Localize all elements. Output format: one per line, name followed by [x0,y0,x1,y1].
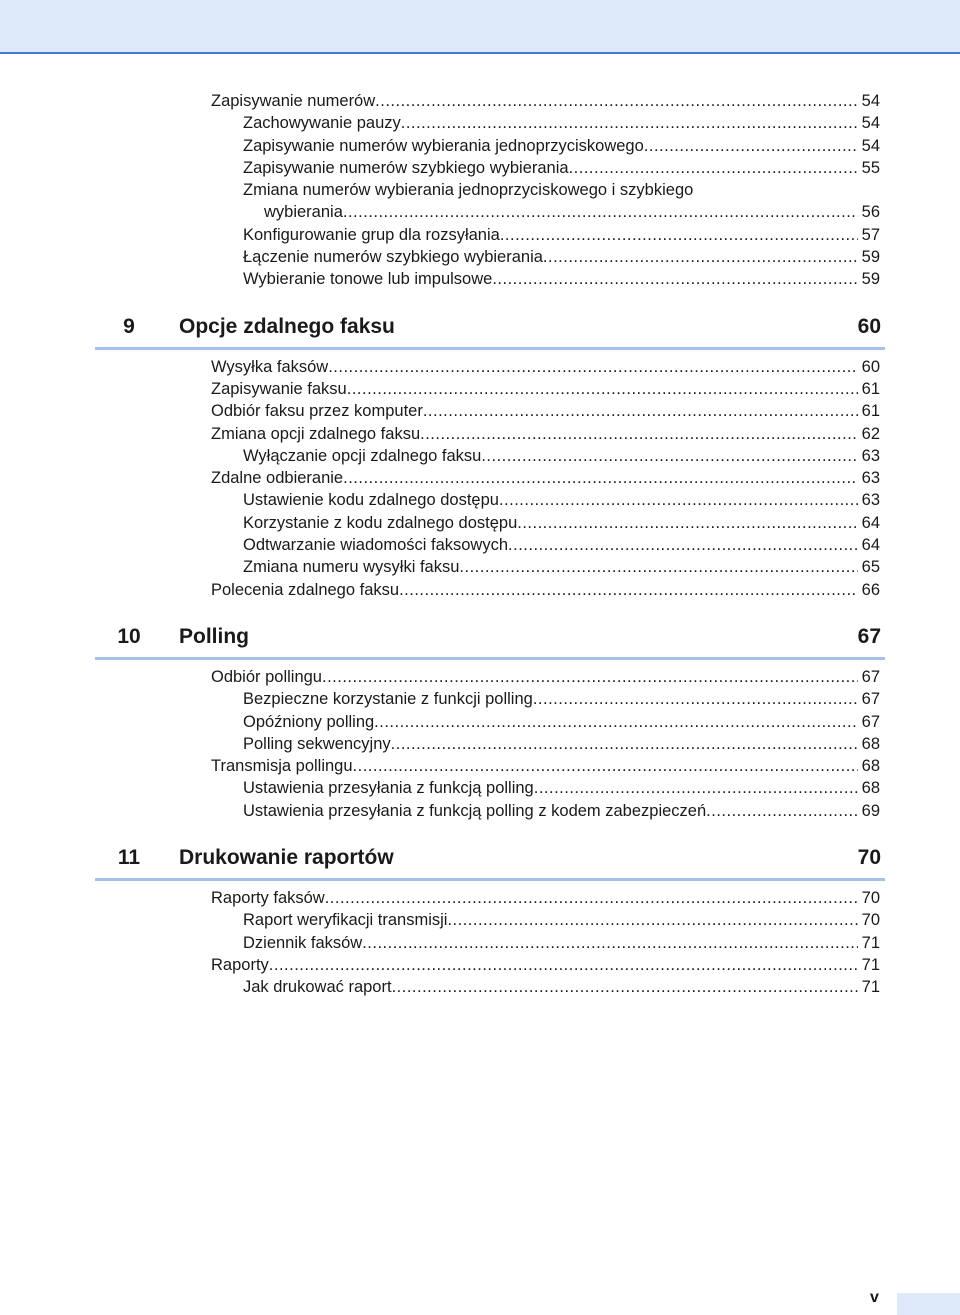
toc-entry[interactable] [0,976,960,998]
toc-entry[interactable] [0,534,960,556]
toc-entry-text [211,887,860,909]
toc-entry-text [211,954,860,976]
toc-entry-text [243,733,860,755]
toc-entry-text [243,246,860,268]
toc-entry[interactable] [0,90,960,112]
toc-entry-label: Odtwarzanie wiadomości faksowych [243,536,509,555]
toc-entry-text [243,512,860,534]
toc-entry[interactable] [0,201,960,223]
toc-entry-label: Konfigurowanie grup dla rozsyłania [243,225,500,244]
chapter-number: 9 [123,314,135,338]
toc-entry-page: 60 [858,356,880,378]
chapter-heading[interactable] [95,840,885,881]
toc-entry-page: 57 [858,224,880,246]
toc-entry[interactable] [0,887,960,909]
toc-entry-text [243,157,860,179]
toc-entry[interactable] [0,909,960,931]
toc-entry-page: 66 [858,579,880,601]
toc-section-pre [0,90,960,179]
toc-entry[interactable] [0,445,960,467]
toc-entry[interactable] [0,423,960,445]
toc-entry-label: Raporty faksów [211,889,325,908]
toc-entry-page: 69 [858,800,880,822]
toc-entry-text [243,688,860,710]
toc-entry-page: 70 [858,909,880,931]
toc-entry-text [243,976,860,998]
toc-entry[interactable] [0,733,960,755]
toc-entry-label: Odbiór faksu przez komputer [211,402,423,421]
toc-entry-label: Raporty [211,955,269,974]
toc-entry-label: Zapisywanie numerów szybkiego wybierania [243,158,569,177]
toc-entry[interactable] [0,556,960,578]
toc-entry-text [243,489,860,511]
toc-entry[interactable] [0,688,960,710]
toc-entry[interactable] [0,954,960,976]
toc-entry-text [243,909,860,931]
header-band [0,0,960,54]
toc-entry[interactable] [0,400,960,422]
chapter-number: 10 [117,624,141,648]
toc-entry-page: 64 [858,534,880,556]
toc-entry-page: 68 [858,755,880,777]
toc-entry-label: Zmiana numerów wybierania jednoprzyciskowego i szybkiego [243,181,694,200]
toc-entry-page: 54 [858,135,880,157]
toc-entry-text [211,378,860,400]
toc-entry-text [243,711,860,733]
toc-entry-page: 63 [858,489,880,511]
toc-entry-label: Korzystanie z kodu zdalnego dostępu [243,513,518,532]
chapter-heading[interactable] [95,619,885,660]
chapter-page: 70 [857,846,881,870]
toc-entry-wrap-line1[interactable] [0,179,960,201]
toc-entry[interactable] [0,711,960,733]
toc-entry-label: Jak drukować raport [243,978,392,997]
toc-entry-label: Zmiana opcji zdalnego faksu [211,424,421,443]
chapter-page: 67 [857,624,881,648]
toc-entry[interactable] [0,268,960,290]
toc-entry-label: Wyłączanie opcji zdalnego faksu [243,446,482,465]
toc-entry-label: Polecenia zdalnego faksu [211,580,400,599]
toc-entry-label: Zapisywanie numerów wybierania jednoprzyciskowego [243,136,644,155]
toc-entry-text [211,579,860,601]
toc-entry-text [264,201,860,223]
toc-entry-page: 63 [858,467,880,489]
toc-entry-page: 64 [858,512,880,534]
toc-entry-page: 61 [858,378,880,400]
chapter-page: 60 [857,314,881,338]
toc-entry-page: 70 [858,887,880,909]
toc-entry-page: 54 [858,90,880,112]
toc-entry-text [211,666,860,688]
toc-entry-text [243,268,860,290]
toc-entry-page: 59 [858,268,880,290]
toc-entry-page: 59 [858,246,880,268]
toc-entry-text [243,777,860,799]
toc-entry-label: Transmisja pollingu [211,757,353,776]
toc-entry-label: Zapisywanie faksu [211,379,347,398]
toc-entry-label: Wysyłka faksów [211,357,329,376]
chapter-title: Polling [179,624,249,648]
toc-chapters [0,309,960,999]
toc-entry[interactable] [0,512,960,534]
toc-entry-label: Bezpieczne korzystanie z funkcji polling [243,690,533,709]
toc-entry[interactable] [0,467,960,489]
chapter-heading[interactable] [95,309,885,350]
toc-entry[interactable] [0,135,960,157]
toc-entry-text [211,467,860,489]
toc-entry-label: Opóźniony polling [243,712,375,731]
toc-entry-page: 55 [858,157,880,179]
toc-entry-label: Polling sekwencyjny [243,734,391,753]
toc-entry-page: 65 [858,556,880,578]
toc-entry-label: Dziennik faksów [243,933,363,952]
toc-entry-label: wybierania [264,203,343,222]
toc-entry-text [243,932,860,954]
toc-section-post [0,224,960,291]
toc-entry-page: 68 [858,777,880,799]
toc-entry-page: 71 [858,954,880,976]
toc-entry-page: 71 [858,976,880,998]
toc-entry-text [211,755,860,777]
footer-band [897,1293,960,1315]
toc-entry[interactable] [0,224,960,246]
toc-entry[interactable] [0,755,960,777]
toc-entry[interactable] [0,246,960,268]
toc-entry-page: 68 [858,733,880,755]
toc-entry-page: 71 [858,932,880,954]
toc-entry[interactable] [0,666,960,688]
toc-entry-label: Raport weryfikacji transmisji [243,911,448,930]
toc-entry-text [243,135,860,157]
toc-entry-label: Wybieranie tonowe lub impulsowe [243,270,493,289]
page-number: v [870,1289,879,1306]
toc-entry-page: 67 [858,666,880,688]
toc-entry-page: 54 [858,112,880,134]
toc-entry-label: Zapisywanie numerów [211,92,376,110]
toc-entry[interactable] [0,378,960,400]
toc-entry-label: Ustawienia przesyłania z funkcją polling z kodem zabezpieczeń [243,801,707,820]
toc-entry-label: Zdalne odbieranie [211,469,344,488]
toc-entry-text [243,556,860,578]
toc-entry[interactable] [0,112,960,134]
toc-entry[interactable] [0,932,960,954]
toc-entry-label: Ustawienie kodu zdalnego dostępu [243,491,499,510]
toc-entry-text [211,90,860,112]
chapter-title: Drukowanie raportów [179,846,394,870]
toc-entry-page: 61 [858,400,880,422]
toc-entry-label: Łączenie numerów szybkiego wybierania [243,248,543,267]
toc-entry-text [211,400,860,422]
toc-entry[interactable] [0,579,960,601]
toc-entry[interactable] [0,157,960,179]
toc-entry-text [243,534,860,556]
toc-entry[interactable] [0,489,960,511]
toc-entry-text [243,224,860,246]
toc-entry-page: 56 [858,201,880,223]
toc-entry-page: 63 [858,445,880,467]
toc-entry-page: 62 [858,423,880,445]
toc-entry[interactable] [0,800,960,822]
chapter-number: 11 [117,846,141,870]
toc-entry-text [211,356,860,378]
toc-entry-text [211,423,860,445]
toc-entry[interactable] [0,356,960,378]
toc-entry-text [243,800,860,822]
toc-entry-text [243,112,860,134]
toc-entry-page: 67 [858,688,880,710]
toc-entry-label: Zmiana numeru wysyłki faksu [243,558,460,577]
toc-entry-label: Odbiór pollingu [211,667,322,686]
toc-entry-label: Ustawienia przesyłania z funkcją polling [243,779,534,798]
toc-entry-text [243,445,860,467]
toc-entry-label: Zachowywanie pauzy [243,114,401,133]
toc-entry[interactable] [0,777,960,799]
chapter-title: Opcje zdalnego faksu [179,314,395,338]
toc-entry-page: 67 [858,711,880,733]
table-of-contents [0,90,960,999]
